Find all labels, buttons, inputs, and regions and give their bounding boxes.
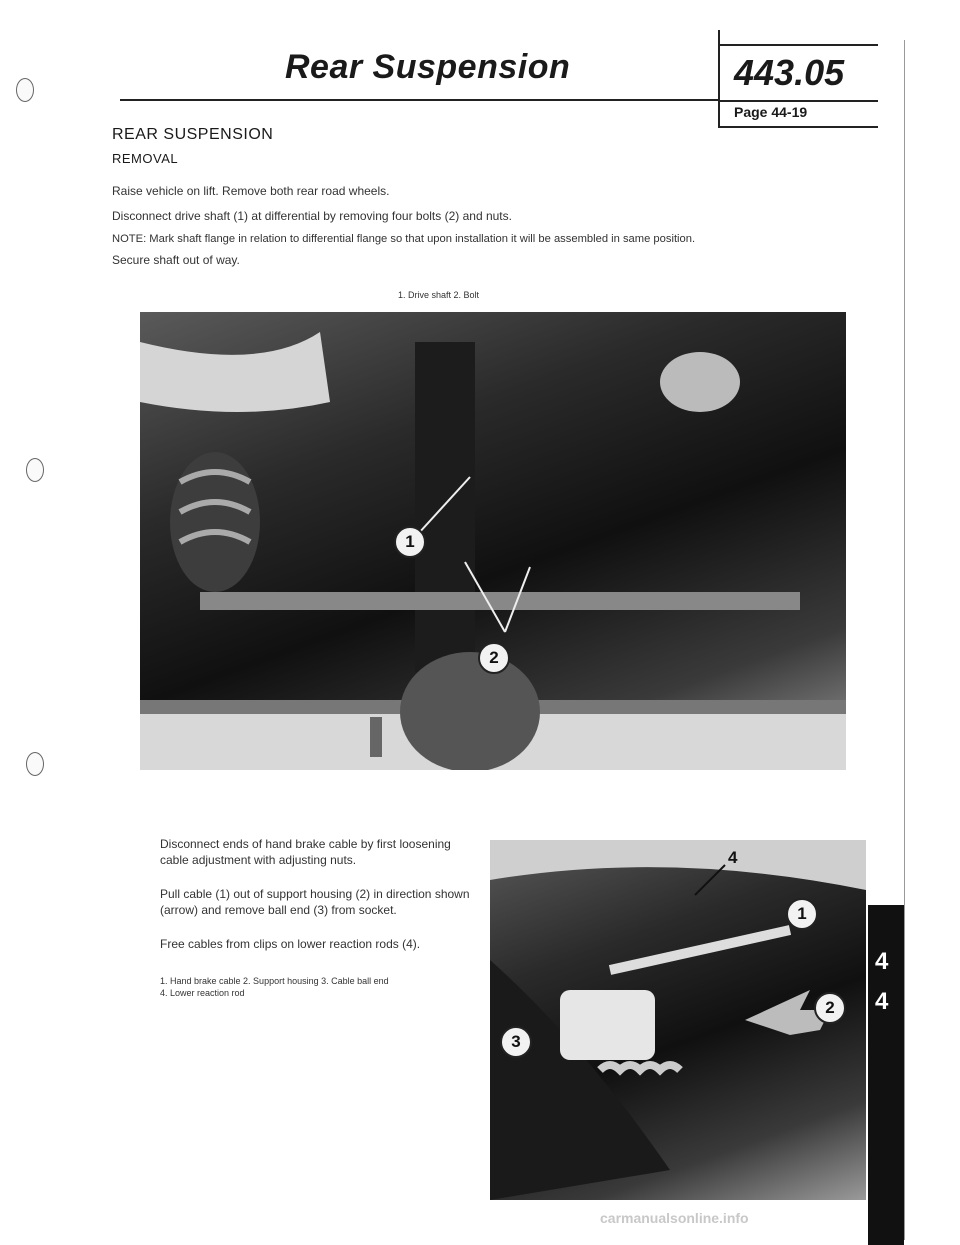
paragraph-1: Raise vehicle on lift. Remove both rear road wheels. (112, 184, 390, 198)
binder-hole-1 (16, 78, 34, 102)
figure1-callout-2: 2 (478, 642, 510, 674)
chapter-tab-digit-2: 4 (875, 988, 889, 1015)
section-code: 443.05 (734, 52, 845, 93)
figure2-callout-4: 4 (728, 848, 738, 867)
page-title: Rear Suspension (285, 48, 571, 86)
binder-hole-3 (26, 752, 44, 776)
paragraph-6: Free cables from clips on lower reaction rods (4). (160, 937, 421, 951)
paragraph-note: NOTE: Mark shaft flange in relation to differential flange so that upon installation it will be assembled in same position. (112, 233, 696, 245)
binder-hole-2 (26, 458, 44, 482)
figure2-callout-3: 3 (500, 1026, 532, 1058)
section-heading: REAR SUSPENSION (112, 126, 274, 143)
figure1-photo (140, 312, 846, 770)
watermark: carmanualsonline.info (600, 1210, 749, 1226)
figure2-caption-line2: 4. Lower reaction rod (160, 988, 245, 998)
section-subheading: REMOVAL (112, 151, 179, 166)
paragraph-5: Pull cable (1) out of support housing (2) in direction shown (arrow) and remove ball end (3) from socket. (160, 887, 470, 917)
figure2-callout-2: 2 (814, 992, 846, 1024)
header-rule (120, 99, 720, 101)
figure1-caption: 1. Drive shaft 2. Bolt (398, 290, 480, 300)
chapter-tab (868, 905, 904, 1245)
section-code-box (718, 30, 880, 128)
figure2-caption-line1: 1. Hand brake cable 2. Support housing 3. Cable ball end (160, 976, 389, 986)
page-number: Page 44-19 (734, 104, 808, 120)
figure2-callout-1: 1 (786, 898, 818, 930)
margin-line (904, 40, 905, 1240)
chapter-tab-digit-1: 4 (875, 948, 889, 975)
paragraph-4: Disconnect ends of hand brake cable by first loosening cable adjustment with adjusting nuts. (160, 837, 451, 867)
paragraph-2: Disconnect drive shaft (1) at differential by removing four bolts (2) and nuts. (112, 209, 512, 223)
paragraph-3: Secure shaft out of way. (112, 253, 240, 267)
figure1-callout-1: 1 (394, 526, 426, 558)
figure2-photo (490, 840, 866, 1200)
